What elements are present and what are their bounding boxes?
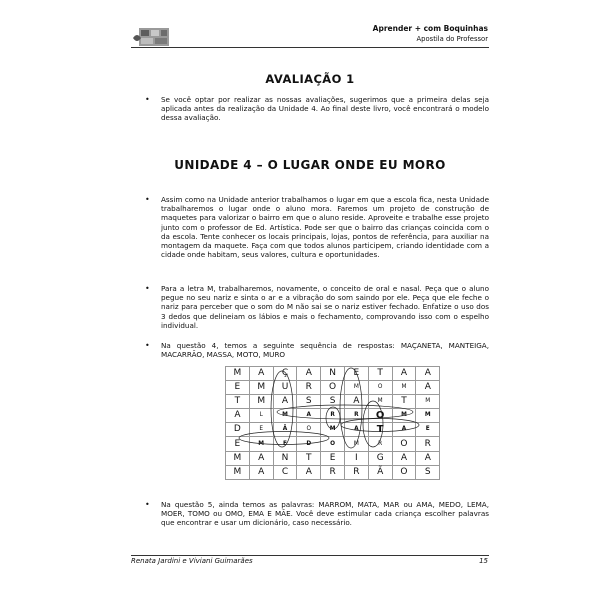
grid-cell: S <box>321 395 345 409</box>
grid-cell: R <box>321 465 345 479</box>
bullet-text: Na questão 4, temos a seguinte sequência de respostas: MAÇANETA, MANTEIGA, MACARRÃO, MASSA, MOTO, MURO <box>161 341 489 360</box>
grid-cell: M <box>344 437 368 451</box>
grid-cell: A <box>273 395 297 409</box>
bullet-dot-icon: • <box>145 95 150 104</box>
word-search-grid <box>225 366 431 478</box>
page-number: 15 <box>479 557 488 565</box>
grid-cell: A <box>416 367 440 381</box>
grid-cell: O <box>297 423 321 437</box>
grid-cell: R <box>321 409 345 423</box>
grid-cell: E <box>344 367 368 381</box>
grid-cell: C <box>273 465 297 479</box>
bullet-dot-icon: • <box>145 341 150 350</box>
grid-cell: M <box>249 381 273 395</box>
grid-cell: M <box>249 437 273 451</box>
grid-cell: T <box>368 423 392 437</box>
grid-cell: S <box>297 395 321 409</box>
grid-cell: I <box>344 451 368 465</box>
header-title: Aprender + com Boquinhas <box>372 24 488 33</box>
grid-cell: R <box>416 437 440 451</box>
bullet-dot-icon: • <box>145 284 150 293</box>
grid-cell: N <box>321 367 345 381</box>
grid-cell: R <box>344 409 368 423</box>
unidade-heading: UNIDADE 4 – O LUGAR ONDE EU MORO <box>174 158 446 172</box>
grid-cell: Ã <box>273 423 297 437</box>
grid-cell: O <box>392 465 416 479</box>
bullet-dot-icon: • <box>145 195 150 204</box>
footer-authors: Renata Jardini e Viviani Guimarães <box>131 557 253 565</box>
grid-cell: A <box>297 465 321 479</box>
grid-cell: E <box>226 437 250 451</box>
grid-cell: T <box>392 395 416 409</box>
grid-cell: A <box>297 367 321 381</box>
grid-cell: E <box>226 381 250 395</box>
grid-cell: M <box>392 381 416 395</box>
bullet-text: Na questão 5, ainda temos as palavras: MARROM, MATA, MAR ou AMA, MEDO, LEMA, MOER, TOMO ou OMO, EMA E MÃE. Você deve estimular cada criança escolher palavras que encontrar e usar um dicionário, caso necessário. <box>161 500 489 528</box>
grid-cell: A <box>249 465 273 479</box>
grid-cell: D <box>226 423 250 437</box>
header-divider <box>131 47 489 48</box>
list-item <box>131 195 489 259</box>
grid-cell: R <box>344 465 368 479</box>
grid-cell: Ã <box>368 465 392 479</box>
grid-cell: E <box>273 437 297 451</box>
grid-cell: M <box>226 451 250 465</box>
grid-cell: M <box>416 409 440 423</box>
grid-cell: Ç <box>273 367 297 381</box>
bullet-text: Assim como na Unidade anterior trabalhamos o lugar em que a escola fica, nesta Unidade trabalharemos o lugar onde o aluno mora. Faremos um projeto de construção de maquetes para valorizar o bairro em que o aluno reside. Aproveite e trabalhe esse projeto junto com o professor de Ed. Artística. Pode ser que o bairro das crianças coincida com o da escola. Tente conhecer os locais principais, lojas, pontos de referência, para auxiliar na montagem da maquete. Faça com que todos alunos participem, criando identidade com a cidade onde habitam, seus valores, cultura e oportunidades. <box>161 195 489 260</box>
grid-cell: M <box>321 423 345 437</box>
grid-cell: A <box>344 423 368 437</box>
grid-cell: N <box>273 451 297 465</box>
grid-cell: M <box>226 465 250 479</box>
grid-cell: T <box>297 451 321 465</box>
grid-cell: A <box>297 409 321 423</box>
grid-cell: A <box>344 395 368 409</box>
grid-cell: D <box>297 437 321 451</box>
grid-cell: O <box>321 381 345 395</box>
grid-cell: M <box>249 395 273 409</box>
grid-cell: R <box>297 381 321 395</box>
header-subtitle: Apostila do Professor <box>416 35 488 43</box>
grid-cell: O <box>368 409 392 423</box>
list-item <box>131 500 489 528</box>
grid-cell: T <box>226 395 250 409</box>
grid-cell: M <box>416 395 440 409</box>
grid-cell: T <box>368 367 392 381</box>
grid-cell: O <box>392 437 416 451</box>
boquinhas-logo-icon <box>133 26 171 48</box>
list-item <box>131 284 489 330</box>
list-item <box>131 341 489 359</box>
grid-cell: A <box>392 423 416 437</box>
grid-cell: U <box>273 381 297 395</box>
avaliacao-paragraph <box>131 95 489 123</box>
grid-cell: L <box>249 409 273 423</box>
grid-cell: A <box>226 409 250 423</box>
grid-cell: A <box>249 451 273 465</box>
grid-cell: A <box>249 367 273 381</box>
grid-cell: S <box>416 465 440 479</box>
grid-cell: M <box>392 409 416 423</box>
grid-cell: O <box>368 381 392 395</box>
avaliacao-text: Se você optar por realizar as nossas avaliações, sugerimos que a primeira delas seja aplicada antes da realização da Unidade 4. Ao final deste livro, você encontrará o modelo dessa avaliação. <box>161 95 489 123</box>
bullet-dot-icon: • <box>145 500 150 509</box>
footer-divider <box>131 555 489 556</box>
grid-cell: R <box>368 437 392 451</box>
grid-cell: A <box>416 381 440 395</box>
grid-cell: A <box>392 367 416 381</box>
grid-cell: O <box>321 437 345 451</box>
bullet-text: Para a letra M, trabalharemos, novamente, o conceito de oral e nasal. Peça que o aluno pegue no seu nariz e sinta o ar e a vibração do som saindo por ele. Peça que ele feche o nariz para perceber que o som do M não sai se o nariz estiver fechado. Enfatize o uso dos 3 dedos que delineiam os lábios e mais o fechamento, comprovando isso com o espelho individual. <box>161 284 489 330</box>
grid-cell: M <box>226 367 250 381</box>
grid-cell: E <box>249 423 273 437</box>
grid-cell: E <box>321 451 345 465</box>
avaliacao-heading: AVALIAÇÃO 1 <box>265 72 355 86</box>
grid-cell: A <box>416 451 440 465</box>
grid-cell: M <box>273 409 297 423</box>
grid-cell: M <box>368 395 392 409</box>
grid-cell: E <box>416 423 440 437</box>
grid-cell: M <box>344 381 368 395</box>
grid-cell: A <box>392 451 416 465</box>
grid-cell: G <box>368 451 392 465</box>
